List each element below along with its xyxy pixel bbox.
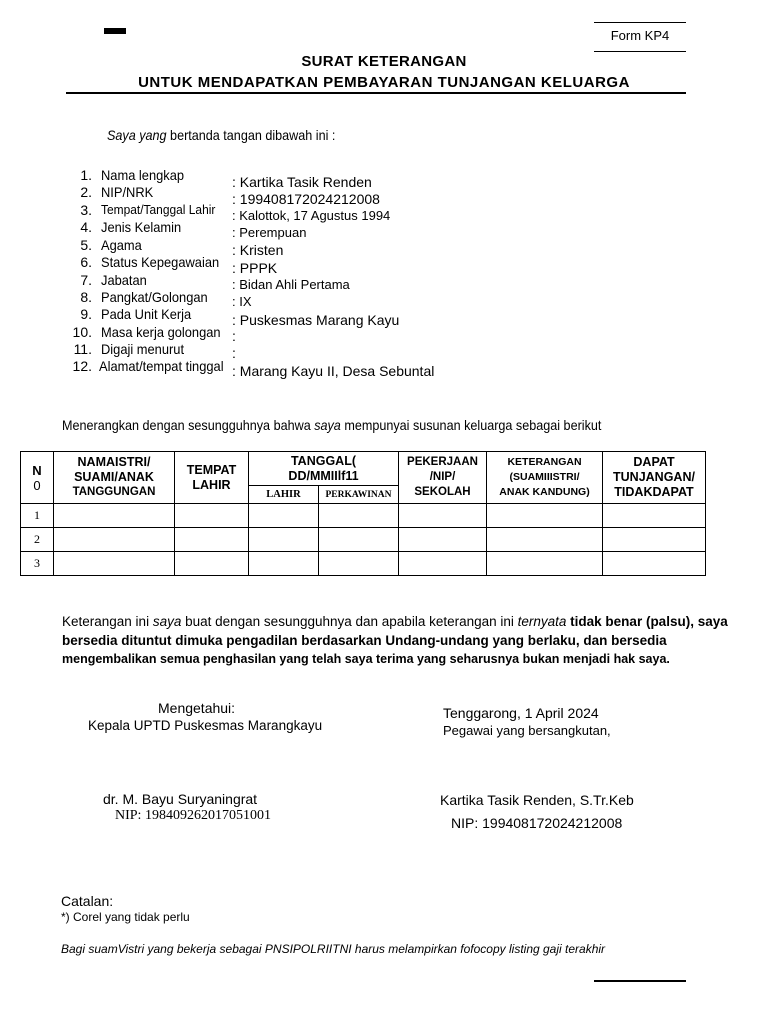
header-keterangan-line3: ANAK KANDUNG)	[499, 486, 590, 498]
field-number: 10.	[72, 324, 92, 340]
table-cell	[54, 528, 175, 552]
field-number: 3.	[80, 202, 92, 218]
table-cell	[603, 552, 706, 576]
table-cell	[249, 504, 319, 528]
table-cell	[54, 552, 175, 576]
table-cell	[487, 504, 603, 528]
field-number: 12.	[72, 358, 92, 374]
header-keterangan-line2: (SUAMIIISTRI/	[509, 471, 580, 483]
field-value-nip: : 199408172024212008	[232, 191, 380, 207]
form-code: Form KP4	[610, 28, 670, 43]
header-tempat-lahir	[175, 452, 249, 504]
pegawai-name: Kartika Tasik Renden, S.Tr.Keb	[440, 792, 634, 808]
field-value-jenis-kelamin: : Perempuan	[232, 225, 307, 240]
header-dapat-line2: TUNJANGAN/	[613, 470, 695, 484]
table-row	[21, 552, 706, 576]
table-cell	[249, 552, 319, 576]
header-perkawinan: PERKAWINAN	[319, 486, 399, 504]
field-number: 6.	[80, 254, 92, 270]
table-cell	[249, 528, 319, 552]
field-label-status: Status Kepegawaian	[101, 254, 220, 270]
kepala-nip: NIP: 198409262017051001	[115, 808, 271, 823]
field-number: 9.	[80, 306, 92, 322]
declaration-italic: saya	[314, 417, 341, 433]
title-underline	[66, 92, 686, 94]
table-row	[21, 504, 706, 528]
table-cell	[399, 504, 487, 528]
field-value-jabatan: : Bidan Ahli Pertama	[232, 277, 350, 292]
table-cell	[175, 528, 249, 552]
mengetahui-label: Mengetahui:	[158, 700, 236, 716]
field-label-nip: NIP/NRK	[101, 184, 154, 200]
header-no	[21, 452, 54, 504]
header-nama-line1: NAMAISTRI/	[77, 455, 151, 469]
row-number: 1	[21, 504, 54, 528]
header-pekerjaan-line1: PEKERJAAN	[407, 456, 478, 468]
header-no-line2: 0	[33, 477, 41, 493]
kepala-name: dr. M. Bayu Suryaningrat	[103, 791, 258, 807]
field-value-ttl: : Kalottok, 17 Agustus 1994	[232, 208, 391, 223]
row-number: 3	[21, 552, 54, 576]
family-table	[20, 451, 706, 576]
header-tanggal-line2: DD/MMIIlf11	[288, 468, 359, 483]
table-cell	[399, 552, 487, 576]
field-label-nama: Nama lengkap	[101, 167, 185, 183]
corner-mark	[104, 28, 126, 34]
field-value-agama: : Kristen	[232, 242, 284, 258]
table-cell	[603, 504, 706, 528]
field-value-alamat: : Marang Kayu II, Desa Sebuntal	[232, 363, 435, 379]
header-tanggal-line1: TANGGAL(	[290, 453, 357, 468]
field-value-unit-kerja: : Puskesmas Marang Kayu	[232, 312, 400, 328]
table-cell	[603, 528, 706, 552]
header-dapat	[603, 452, 706, 504]
kepala-position: Kepala UPTD Puskesmas Marangkayu	[88, 718, 323, 733]
header-tempat-line1: TEMPAT	[186, 462, 237, 477]
header-lahir: LAHIR	[249, 486, 319, 504]
field-value-pangkat: : IX	[232, 294, 252, 309]
row-number: 2	[21, 528, 54, 552]
footnote-1: *) Corel yang tidak perlu	[61, 910, 190, 924]
field-number: 1.	[80, 167, 92, 183]
statement-note	[62, 612, 728, 669]
field-number: 2.	[80, 184, 92, 200]
header-nama-line2: SUAMI/ANAK	[74, 470, 154, 484]
note-bold: tidak benar (palsu), saya	[566, 614, 728, 629]
header-dapat-line3: TIDAKDAPAT	[614, 485, 694, 499]
footnote-2: Bagi suamVistri yang bekerja sebagai PNSIPOLRIITNI harus melampirkan fofocopy listing gaji terakhir	[61, 942, 606, 956]
header-tanggal	[249, 452, 399, 486]
table-cell	[175, 552, 249, 576]
field-number: 11.	[73, 341, 92, 357]
header-nama-line3: TANGGUNGAN	[72, 486, 156, 498]
declaration-post: mempunyai susunan keluarga sebagai berikut	[340, 417, 602, 433]
field-value-status: : PPPK	[232, 260, 278, 276]
table-cell	[487, 528, 603, 552]
header-tempat-line2: LAHIR	[192, 477, 231, 492]
header-no-line1: N	[32, 462, 42, 478]
header-pekerjaan-line3: SEKOLAH	[414, 486, 471, 498]
declaration-pre: Menerangkan dengan sesungguhnya bahwa	[62, 417, 315, 433]
document-title: SURAT KETERANGAN	[301, 53, 467, 70]
table-cell	[399, 528, 487, 552]
field-number: 8.	[80, 289, 92, 305]
field-value-nama: : Kartika Tasik Renden	[232, 174, 372, 190]
pegawai-nip: NIP: 199408172024212008	[451, 815, 623, 831]
intro-italic: Saya yang	[107, 127, 167, 143]
table-cell	[319, 528, 399, 552]
header-pekerjaan-line2: /NIP/	[429, 471, 456, 483]
document-subtitle: UNTUK MENDAPATKAN PEMBAYARAN TUNJANGAN KELUARGA	[138, 74, 630, 91]
field-label-alamat: Alamat/tempat tinggal	[99, 358, 224, 374]
field-label-masa-kerja: Masa kerja golongan	[101, 324, 221, 340]
table-cell	[54, 504, 175, 528]
field-value-digaji: :	[232, 345, 236, 361]
note-text: buat dengan sesungguhnya dan apabila keterangan ini	[181, 614, 518, 629]
intro-text	[107, 127, 335, 143]
note-line1	[62, 612, 728, 631]
note-italic: saya	[152, 614, 182, 629]
table-cell	[175, 504, 249, 528]
pegawai-role: Pegawai yang bersangkutan,	[443, 723, 611, 738]
table-cell	[319, 552, 399, 576]
place-date: Tenggarong, 1 April 2024	[443, 705, 599, 721]
field-label-jenis-kelamin: Jenis Kelamin	[101, 219, 182, 235]
note-text: Keterangan ini	[62, 614, 153, 629]
header-nama	[54, 452, 175, 504]
header-dapat-line1: DAPAT	[633, 455, 675, 469]
field-value-masa-kerja: :	[232, 328, 236, 344]
field-number: 7.	[80, 272, 92, 288]
field-label-unit-kerja: Pada Unit Kerja	[101, 306, 192, 322]
note-italic: ternyata	[517, 614, 567, 629]
field-label-ttl: Tempat/Tanggal Lahir	[101, 202, 216, 217]
header-pekerjaan	[399, 452, 487, 504]
field-label-pangkat: Pangkat/Golongan	[101, 289, 208, 305]
table-cell	[487, 552, 603, 576]
catatan-label: Catalan:	[61, 893, 114, 909]
header-keterangan	[487, 452, 603, 504]
field-label-agama: Agama	[101, 237, 142, 253]
declaration-text	[62, 417, 601, 433]
field-number: 4.	[80, 219, 92, 235]
note-line3: mengembalikan semua penghasilan yang telah saya terima yang seharusnya bukan menjadi hak saya.	[62, 652, 670, 666]
field-number: 5.	[80, 237, 92, 253]
field-label-jabatan: Jabatan	[101, 272, 147, 288]
field-label-digaji: Digaji menurut	[101, 341, 185, 357]
bottom-rule	[594, 980, 686, 982]
note-line2: bersedia dituntut dimuka pengadilan berdasarkan Undang-undang yang berlaku, dan bersedia	[62, 633, 667, 648]
table-row	[21, 528, 706, 552]
table-cell	[319, 504, 399, 528]
intro-rest: bertanda tangan dibawah ini :	[166, 127, 336, 143]
header-keterangan-line1: KETERANGAN	[507, 456, 582, 468]
